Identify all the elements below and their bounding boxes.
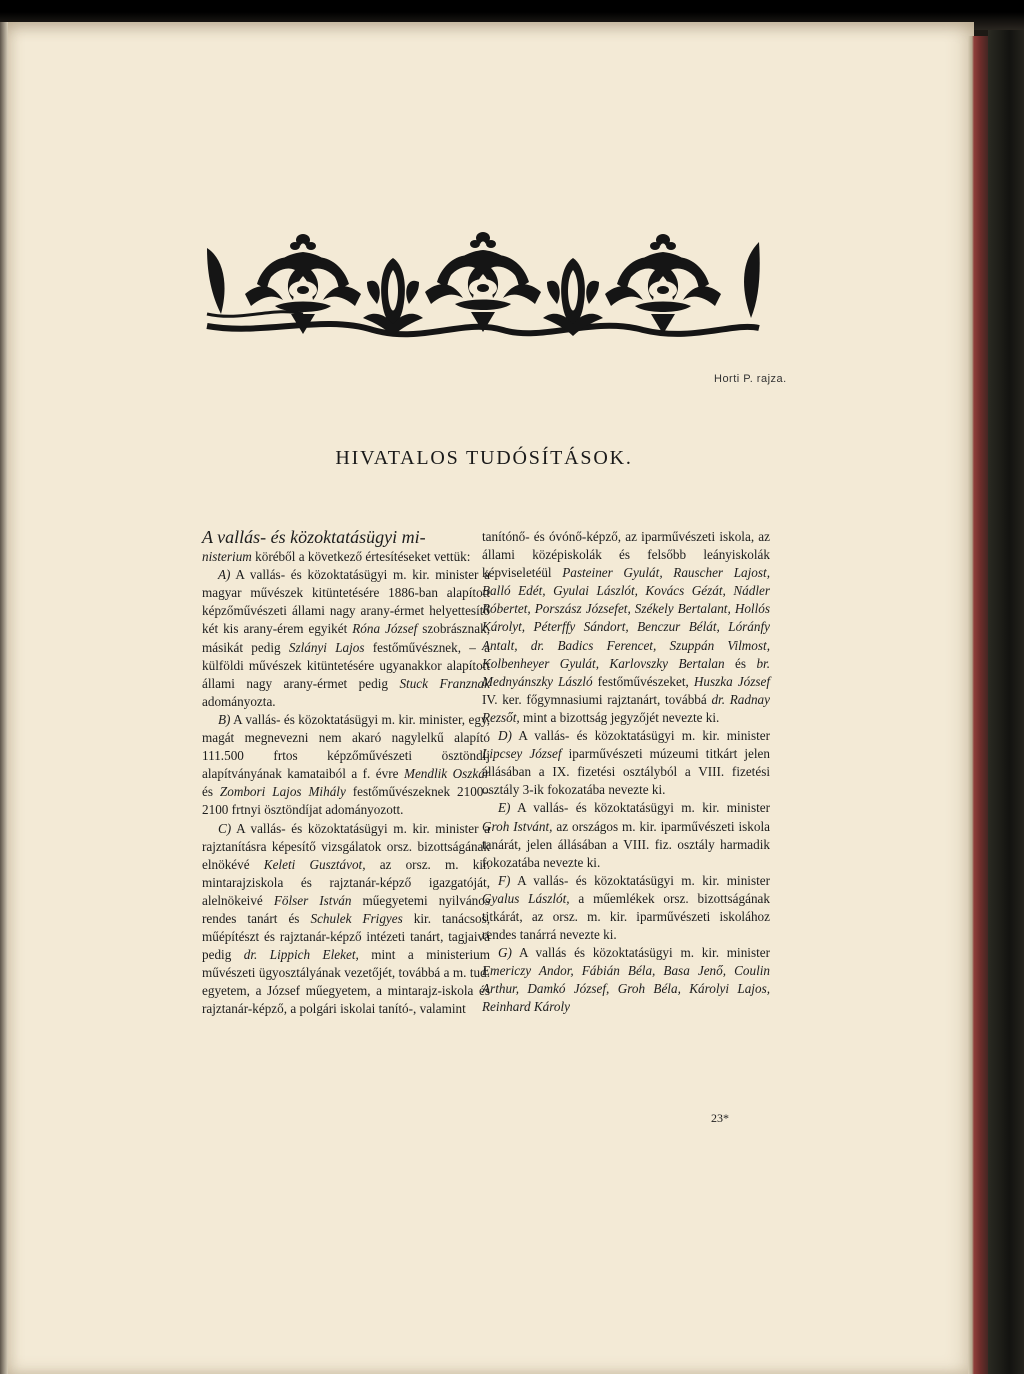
paragraph-g: G) A vallás és közoktatásügyi m. kir. minister Emericzy Andor, Fábián Béla, Basa Jenő, Coulin Arthur, Damkó József, Groh Béla, Károlyi Lajos, Reinhard Károly [482,945,770,1015]
left-column [202,528,490,1019]
right-column [482,528,770,1017]
page-edge [968,36,990,1374]
paragraph-f: F) A vallás- és közoktatásügyi m. kir. minister Gyalus Lászlót, a műemlékek orsz. bizottságának titkárát, az orsz. m. kir. iparművészeti iskolához rendes tanárrá nevezte ki. [482,872,770,943]
paragraph-b: B) A vallás- és közoktatásügyi m. kir. minister, egy, magát megnevezni nem akaró nagylelkű alapító 111.500 frtos képzőművészeti ösztöndíj alapítványának kamataiból a f. évre Mendlik Oszkár és Zombori Lajos Mihály festőművészeknek 2100–2100 frtnyi ösztöndíjat adományozott. [202,711,490,818]
intro-paragraph: A vallás- és közoktatásügyi mi- nisterium köréből a következő értesítéseket vettük: [202,527,471,565]
page-left-edge [0,22,8,1374]
paragraph-c-continued: tanítónő- és óvónő-képző, az iparművészeti iskola, az állami középiskolák és felsőbb leányiskolák képviseletéül Pasteiner Gyulát, Rauscher Lajost, Balló Edét, Gyulai Lászlót, Kovács Gézát, Nádler Róbertet, Porszász Józsefet, Székely Bertalant, Hollós Károlyt, Péterffy Sándort, Benczur Bélát, Lóránfy Antalt, dr. Badics Ferencet, Szuppán Vilmost, Kolbenheyer Gyulát, Karlovszky Bertalan és br. Mednyánszky László festőművészeket, Huszka József IV. ker. főgymnasiumi rajztanárt, továbbá dr. Radnay Rezsőt, mint a bizottság jegyzőjét nevezte ki. [482,529,770,725]
book-cover [988,30,1024,1374]
paragraph-d: D) A vallás- és közoktatásügyi m. kir. minister Lipcsey József iparművészeti múzeumi titkárt jelen állásában a IX. fizetési osztályból a VIII. fizetési osztály 3-ik fokozatába nevezte ki. [482,728,770,798]
paragraph-a: A) A vallás- és közoktatásügyi m. kir. minister a magyar művészek kitüntetésére 1886-ban alapított képzőművészeti állami nagy arany-érmet helyettesítő két kis arany-érem egyikét Róna József szobrásznak, másikát pedig Szlányi Lajos festőművésznek, – a külföldi művészek kitüntetésére ugyanakkor alapított állami nagy arany-érmet pedig Stuck Franznak adományozta. [202,567,491,709]
illustration-credit: Horti P. rajza. [714,373,787,385]
paragraph-e: E) A vallás- és közoktatásügyi m. kir. minister Groh Istvánt, az országos m. kir. iparművészeti iskola tanárát, jelen állásában a VIII. fiz. osztály harmadik fokozatába nevezte ki. [482,800,770,870]
section-title: HIVATALOS TUDÓSÍTÁSOK. [335,447,633,469]
paragraph-c: C) A vallás- és közoktatásügyi m. kir. minister a rajztanításra képesítő vizsgálatok orsz. bizottságának elnökévé Keleti Gusztávot, az orsz. m. kir. mintarajziskola és rajztanár-képző igazgatóját, alelnökeivé Fölser István műegyetemi nyilvános rendes tanárt és Schulek Frigyes kir. tanácsos, műépítészt és rajztanár-képző intézeti tanárt, tagjaivá pedig dr. Lippich Eleket, mint a ministerium művészeti ügyosztályának vezetőjét, továbbá a m. tud. egyetem, a József műegyetem, a mintarajz-iskola és rajztanár-képző, a polgári iskolai tanító-, valamint [202,820,491,1017]
page-number: 23* [711,1111,729,1125]
ornamental-header-band [203,218,763,346]
